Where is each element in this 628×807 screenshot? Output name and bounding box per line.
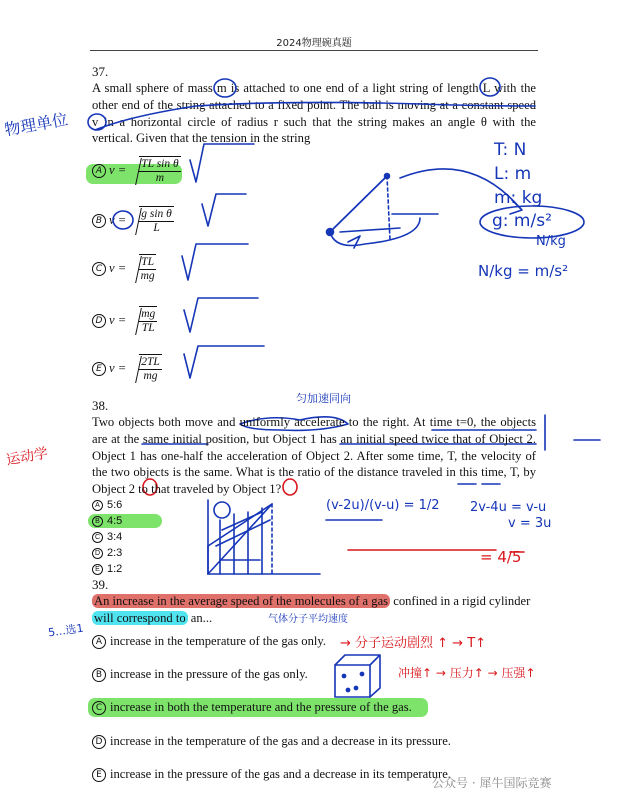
frac-num: g sin θ xyxy=(141,208,172,220)
option-39E[interactable] xyxy=(92,767,451,782)
annotation-unit-T: T: N xyxy=(494,140,527,160)
annotation-temp-chain: → 分子运动剧烈 ↑ → T↑ xyxy=(340,636,487,651)
option-letter: E xyxy=(92,362,106,376)
frac-den: m xyxy=(155,172,165,184)
option-38B[interactable] xyxy=(92,515,122,527)
annotation-unit-eq: N/kg = m/s² xyxy=(478,262,569,280)
frac-den: TL xyxy=(141,322,155,334)
option-lhs: v = xyxy=(109,261,127,275)
option-text: 3:4 xyxy=(107,531,123,543)
option-39A[interactable] xyxy=(92,634,326,649)
option-letter: B xyxy=(92,668,106,682)
question-39-number: 39. xyxy=(92,577,109,592)
option-text: 1:2 xyxy=(107,563,123,575)
option-letter: D xyxy=(92,314,106,328)
option-letter: B xyxy=(92,214,106,228)
page-header: 2024物理碗真题 xyxy=(276,38,352,49)
option-38D[interactable] xyxy=(92,547,122,559)
annotation-unit-m: m: kg xyxy=(494,188,543,208)
option-lhs: v = xyxy=(109,313,127,327)
option-lhs: v = xyxy=(109,213,127,227)
option-text: 2:3 xyxy=(107,547,123,559)
frac-num: TL xyxy=(141,256,155,268)
option-letter: A xyxy=(92,635,106,649)
option-letter: B xyxy=(92,516,103,527)
option-text: 4:5 xyxy=(107,515,123,527)
option-text: increase in the pressure of the gas only. xyxy=(110,667,308,681)
question-38-text: Two objects both move and uniformly accelerate to the right. At time t=0, the objects are at the same initial position, but Object 1 has an initial speed twice that of Object 2. Object 1 has one-half the acceleration of Object 2. After some time, T, the velocity of the two objects is the same. What is the ratio of the distance traveled in this time, T, by Object 2 to that traveled by Object 1? xyxy=(92,415,536,497)
option-38A[interactable] xyxy=(92,499,122,511)
option-text: increase in the temperature of the gas and a decrease in its pressure. xyxy=(110,734,451,748)
stem-highlight-cyan: will correspond to xyxy=(94,611,186,625)
option-39D[interactable] xyxy=(92,734,451,749)
annotation-ratio-eq: (v-2u)/(v-u) = 1/2 xyxy=(326,498,440,513)
option-text: 5:6 xyxy=(107,499,123,511)
frac-num: 2TL xyxy=(141,356,160,368)
stem-rest: confined in a rigid cylinder xyxy=(390,594,531,608)
option-letter: C xyxy=(92,701,106,715)
frac-den: mg xyxy=(140,270,155,282)
annotation-ratio-result: = 4/5 xyxy=(480,548,522,566)
stem-rest: an... xyxy=(187,611,213,625)
option-38E[interactable] xyxy=(92,563,122,575)
frac-den: L xyxy=(153,222,160,234)
option-39B[interactable] xyxy=(92,667,308,682)
option-letter: D xyxy=(92,548,103,559)
option-lhs: v = xyxy=(109,163,127,177)
annotation-solve-v: v = 3u xyxy=(508,516,552,531)
option-letter: D xyxy=(92,735,106,749)
option-letter: C xyxy=(92,262,106,276)
annotation-motion-note: 运动学 xyxy=(5,445,50,469)
option-letter: E xyxy=(92,564,103,575)
annotation-solve-eq: 2v-4u = v-u xyxy=(470,500,547,515)
option-text: increase in the temperature of the gas only. xyxy=(110,634,326,648)
option-39C[interactable] xyxy=(92,700,412,715)
annotation-five-choice: 5...选1 xyxy=(47,621,85,640)
stem-highlight-red: An increase in the average speed of the molecules of a gas xyxy=(94,594,389,608)
option-lhs: v = xyxy=(109,361,127,375)
annotation-accel-note: 匀加速同向 xyxy=(296,392,351,405)
frac-den: mg xyxy=(143,370,158,382)
watermark: 公众号 · 犀牛国际竞赛 xyxy=(432,776,552,790)
option-text: increase in both the temperature and the pressure of the gas. xyxy=(110,700,412,714)
annotation-unit-g: g: m/s² xyxy=(492,211,552,231)
annotation-unit-g2: N/kg xyxy=(536,234,566,249)
question-39-stem-line1 xyxy=(92,593,536,610)
option-38C[interactable] xyxy=(92,531,122,543)
question-37-number: 37. xyxy=(92,64,109,79)
option-text: increase in the pressure of the gas and a decrease in its temperature. xyxy=(110,767,451,781)
frac-num: TL sin θ xyxy=(141,158,179,170)
question-39-stem-line2 xyxy=(92,610,212,627)
annotation-micro-note: 气体分子平均速度 xyxy=(268,614,348,625)
frac-num: mg xyxy=(141,308,156,320)
option-letter: A xyxy=(92,500,103,511)
question-37-text: A small sphere of mass m is attached to one end of a light string of length L with the other end of the string attached to a fixed point. The ball is moving at a constant speed v in a horizontal circle of radius r such that the string makes an angle θ with the vertical. Given that the tension in the string xyxy=(92,81,536,146)
option-letter: E xyxy=(92,768,106,782)
annotation-units-note: 物理单位 xyxy=(3,109,70,140)
option-letter: A xyxy=(92,164,106,178)
annotation-pressure-chain: 冲撞↑ → 压力↑ → 压强↑ xyxy=(398,666,536,680)
question-38-number: 38. xyxy=(92,398,109,413)
option-letter: C xyxy=(92,532,103,543)
annotation-unit-L: L: m xyxy=(494,164,532,184)
